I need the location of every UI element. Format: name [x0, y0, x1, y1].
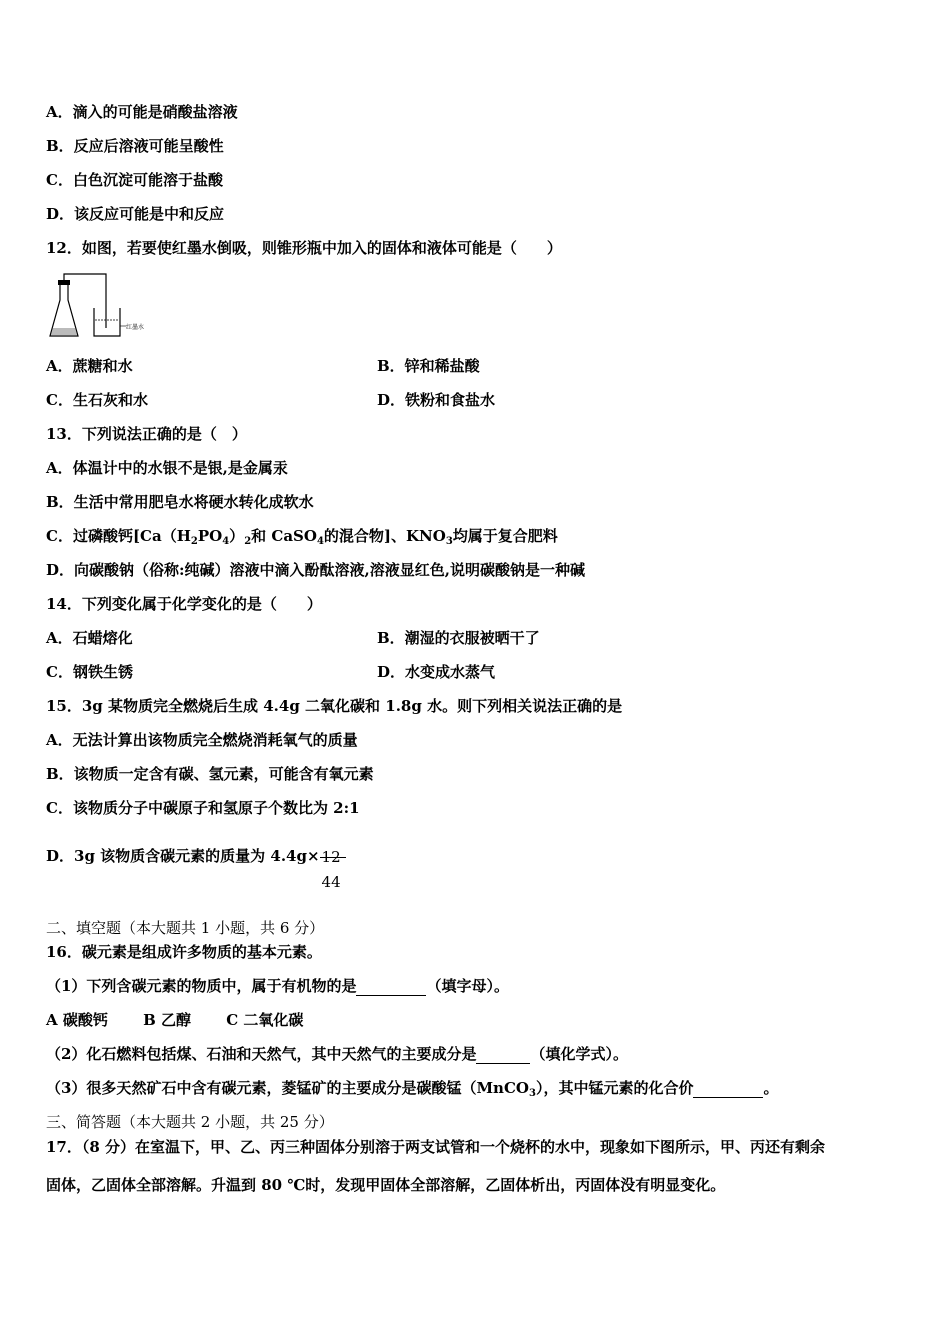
q12-option-b: B．锌和稀盐酸 [377, 357, 480, 375]
q12-stem: 12．如图，若要使红墨水倒吸，则锥形瓶中加入的固体和液体可能是（ ） [46, 239, 562, 257]
q12-option-d: D．铁粉和食盐水 [377, 391, 496, 409]
section-3-heading: 三、简答题（本大题共 2 小题，共 25 分） [46, 1113, 334, 1131]
q11-option-a: A．滴入的可能是硝酸盐溶液 [46, 103, 238, 121]
q11-option-b: B．反应后溶液可能呈酸性 [46, 137, 224, 155]
q12-option-a: A．蔗糖和水 [46, 357, 133, 375]
q12-option-c: C．生石灰和水 [46, 391, 148, 409]
q13-option-d: D．向碳酸钠（俗称:纯碱）溶液中滴入酚酞溶液,溶液显红色,说明碳酸钠是一种碱 [46, 561, 585, 579]
q15-option-c: C．该物质分子中碳原子和氢原子个数比为 2:1 [46, 799, 360, 817]
q14-option-c: C．钢铁生锈 [46, 663, 133, 681]
apparatus-diagram [44, 272, 154, 342]
q15-option-b: B．该物质一定含有碳、氢元素，可能含有氧元素 [46, 765, 374, 783]
q11-option-c: C．白色沉淀可能溶于盐酸 [46, 171, 223, 189]
q14-option-d: D．水变成水蒸气 [377, 663, 496, 681]
q16-3-answer-blank[interactable] [693, 1083, 763, 1098]
mass-fraction: 12 44 [320, 835, 348, 879]
q11-option-d: D．该反应可能是中和反应 [46, 205, 225, 223]
q14-stem: 14．下列变化属于化学变化的是（ ） [46, 595, 322, 613]
q16-1-answer-blank[interactable] [356, 981, 426, 996]
q13-option-b: B．生活中常用肥皂水将硬水转化成软水 [46, 493, 314, 511]
q16-part3: （3）很多天然矿石中含有碳元素，菱锰矿的主要成分是碳酸锰（MnCO$_3$），其中锰元素的化合价 。 [46, 1079, 779, 1099]
q14-option-b: B．潮湿的衣服被晒干了 [377, 629, 540, 647]
q15-option-d: D．3g 该物质含碳元素的质量为 4.4g× 12 44 [46, 834, 348, 879]
red-ink-label: 红墨水 [126, 324, 145, 331]
q15-option-a: A．无法计算出该物质完全燃烧消耗氧气的质量 [46, 731, 358, 749]
q17-line1: 17．（8 分）在室温下，甲、乙、丙三种固体分别溶于两支试管和一个烧杯的水中，现象如下图所示，甲、丙还有剩余 [46, 1138, 826, 1156]
q13-option-a: A．体温计中的水银不是银,是金属汞 [46, 459, 288, 477]
q13-option-c: C．过磷酸钙[$Ca(H_2PO_4)_2$和 CaSO$_4$的混合物]、$KNO_3$均属于复合肥料 [46, 527, 558, 547]
q16-stem: 16．碳元素是组成许多物质的基本元素。 [46, 943, 322, 961]
section-2-heading: 二、填空题（本大题共 1 小题，共 6 分） [46, 919, 325, 937]
q16-choices: A 碳酸钙 B 乙醇 C 二氧化碳 [46, 1011, 304, 1029]
q17-line2: 固体，乙固体全部溶解。升温到 80 ℃时，发现甲固体全部溶解，乙固体析出，丙固体没有明显变化。 [46, 1176, 726, 1194]
q16-part2: （2）化石燃料包括煤、石油和天然气，其中天然气的主要成分是 （填化学式）。 [46, 1045, 628, 1063]
q15-stem: 15．3g 某物质完全燃烧后生成 4.4g 二氧化碳和 1.8g 水。则下列相关说法正确的是 [46, 697, 623, 715]
q14-option-a: A．石蜡熔化 [46, 629, 133, 647]
q16-2-answer-blank[interactable] [476, 1049, 530, 1064]
q16-part1: （1）下列含碳元素的物质中，属于有机物的是 （填字母）。 [46, 977, 509, 995]
q13-stem: 13．下列说法正确的是（ ） [46, 425, 247, 443]
